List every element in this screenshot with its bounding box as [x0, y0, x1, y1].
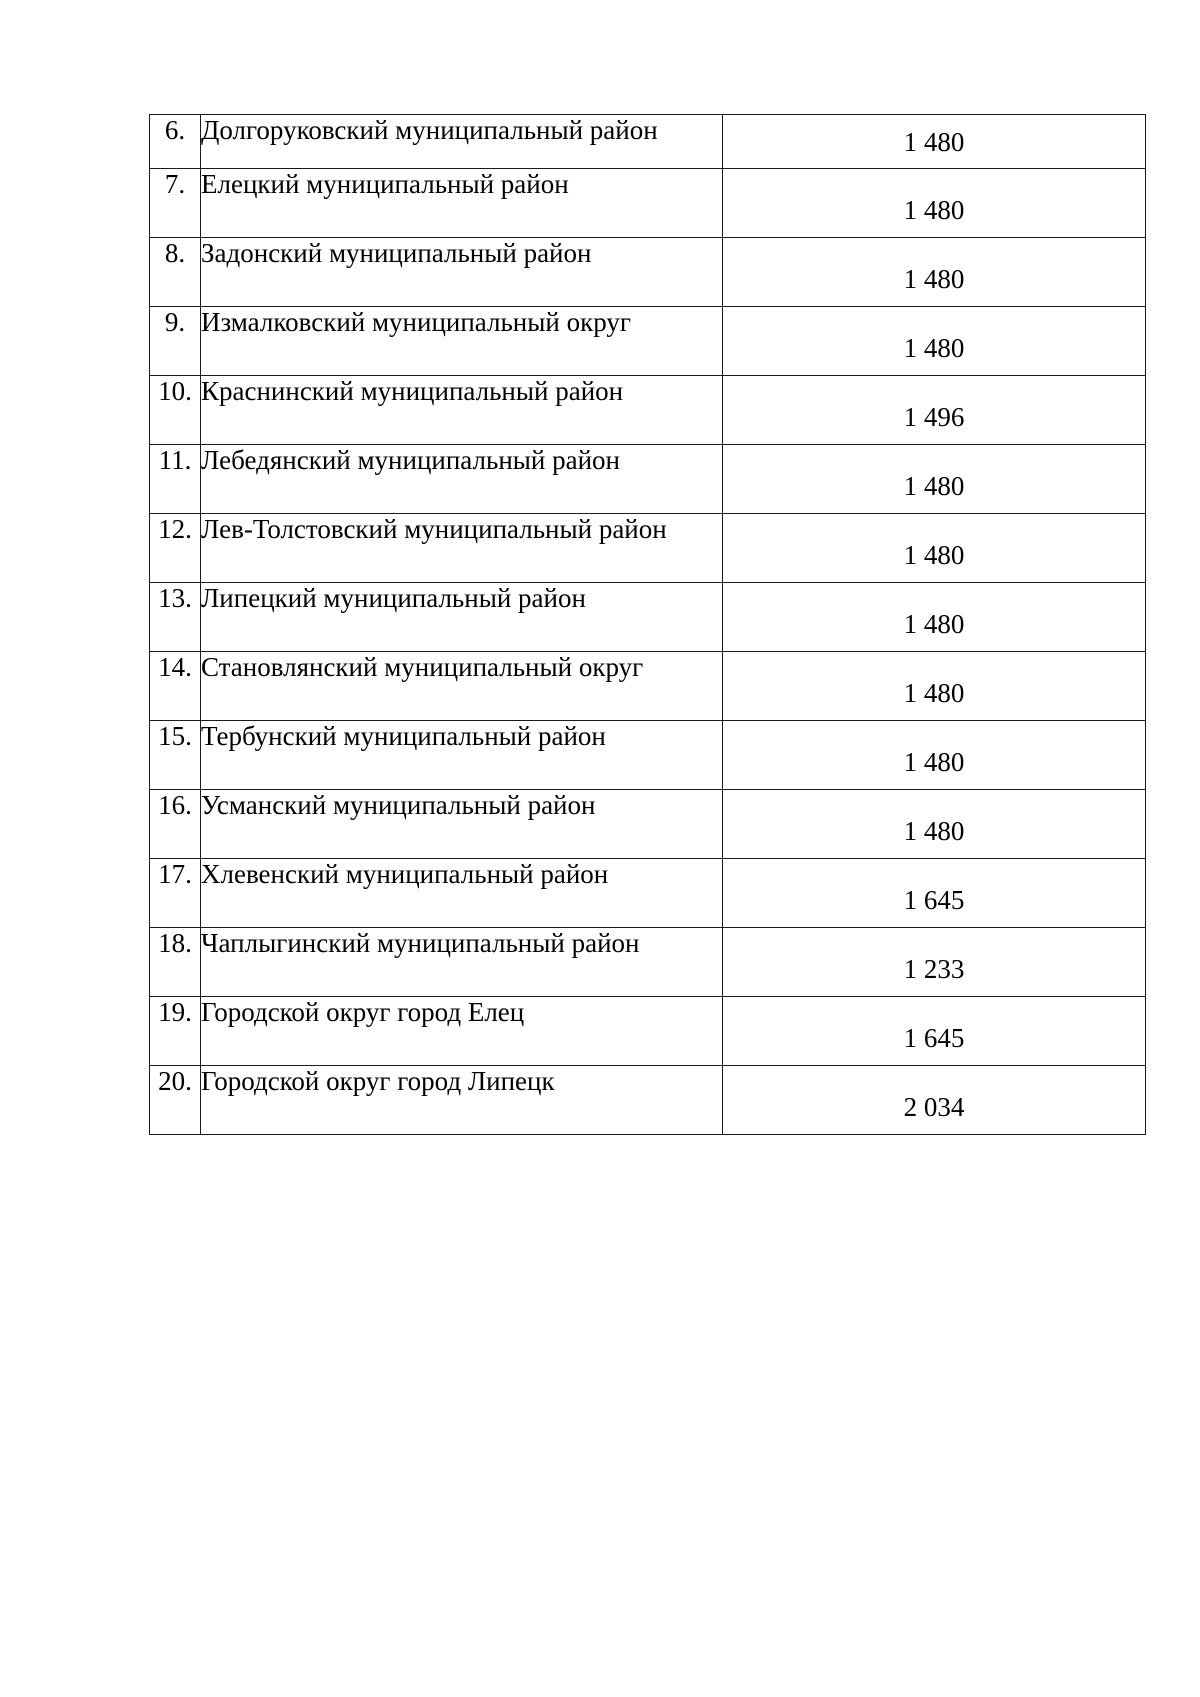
table-row: [150, 169, 1146, 238]
table-row: [150, 652, 1146, 721]
table-row: [150, 721, 1146, 790]
table-row: [150, 376, 1146, 445]
row-number: 7.: [150, 169, 201, 238]
table-row: [150, 1066, 1146, 1135]
table-row: [150, 514, 1146, 583]
municipality-name: Городской округ город Елец: [201, 997, 723, 1066]
table-row: [150, 238, 1146, 307]
row-number: 11.: [150, 445, 201, 514]
municipality-name: Задонский муниципальный район: [201, 238, 723, 307]
table-row: [150, 790, 1146, 859]
municipality-name: Краснинский муниципальный район: [201, 376, 723, 445]
municipality-name: Хлевенский муниципальный район: [201, 859, 723, 928]
row-number: 8.: [150, 238, 201, 307]
municipality-name: Городской округ город Липецк: [201, 1066, 723, 1135]
table-row: [150, 115, 1146, 169]
table-row: [150, 928, 1146, 997]
municipality-name: Тербунский муниципальный район: [201, 721, 723, 790]
table-body: [150, 115, 1146, 1135]
row-value: 1 480: [723, 238, 1146, 307]
row-number: 12.: [150, 514, 201, 583]
row-value: 1 480: [723, 514, 1146, 583]
row-number: 20.: [150, 1066, 201, 1135]
row-value: 2 034: [723, 1066, 1146, 1135]
row-number: 15.: [150, 721, 201, 790]
row-number: 19.: [150, 997, 201, 1066]
row-number: 6.: [150, 115, 201, 169]
row-value: 1 645: [723, 997, 1146, 1066]
row-value: 1 480: [723, 652, 1146, 721]
row-value: 1 480: [723, 115, 1146, 169]
row-number: 9.: [150, 307, 201, 376]
table-row: [150, 583, 1146, 652]
row-number: 10.: [150, 376, 201, 445]
row-number: 16.: [150, 790, 201, 859]
row-value: 1 645: [723, 859, 1146, 928]
municipality-name: Чаплыгинский муниципальный район: [201, 928, 723, 997]
table-row: [150, 859, 1146, 928]
table-row: [150, 307, 1146, 376]
table-row: [150, 997, 1146, 1066]
row-value: 1 480: [723, 445, 1146, 514]
row-number: 18.: [150, 928, 201, 997]
municipality-name: Лев-Толстовский муниципальный район: [201, 514, 723, 583]
municipality-name: Долгоруковский муниципальный район: [201, 115, 723, 169]
row-value: 1 496: [723, 376, 1146, 445]
municipality-name: Усманский муниципальный район: [201, 790, 723, 859]
row-value: 1 233: [723, 928, 1146, 997]
row-value: 1 480: [723, 583, 1146, 652]
row-value: 1 480: [723, 721, 1146, 790]
row-value: 1 480: [723, 307, 1146, 376]
municipality-name: Становлянский муниципальный округ: [201, 652, 723, 721]
municipality-name: Елецкий муниципальный район: [201, 169, 723, 238]
row-value: 1 480: [723, 790, 1146, 859]
municipality-name: Лебедянский муниципальный район: [201, 445, 723, 514]
municipality-table: [149, 114, 1146, 1135]
row-number: 13.: [150, 583, 201, 652]
row-value: 1 480: [723, 169, 1146, 238]
municipality-name: Липецкий муниципальный район: [201, 583, 723, 652]
municipality-name: Измалковский муниципальный округ: [201, 307, 723, 376]
row-number: 17.: [150, 859, 201, 928]
row-number: 14.: [150, 652, 201, 721]
table-row: [150, 445, 1146, 514]
